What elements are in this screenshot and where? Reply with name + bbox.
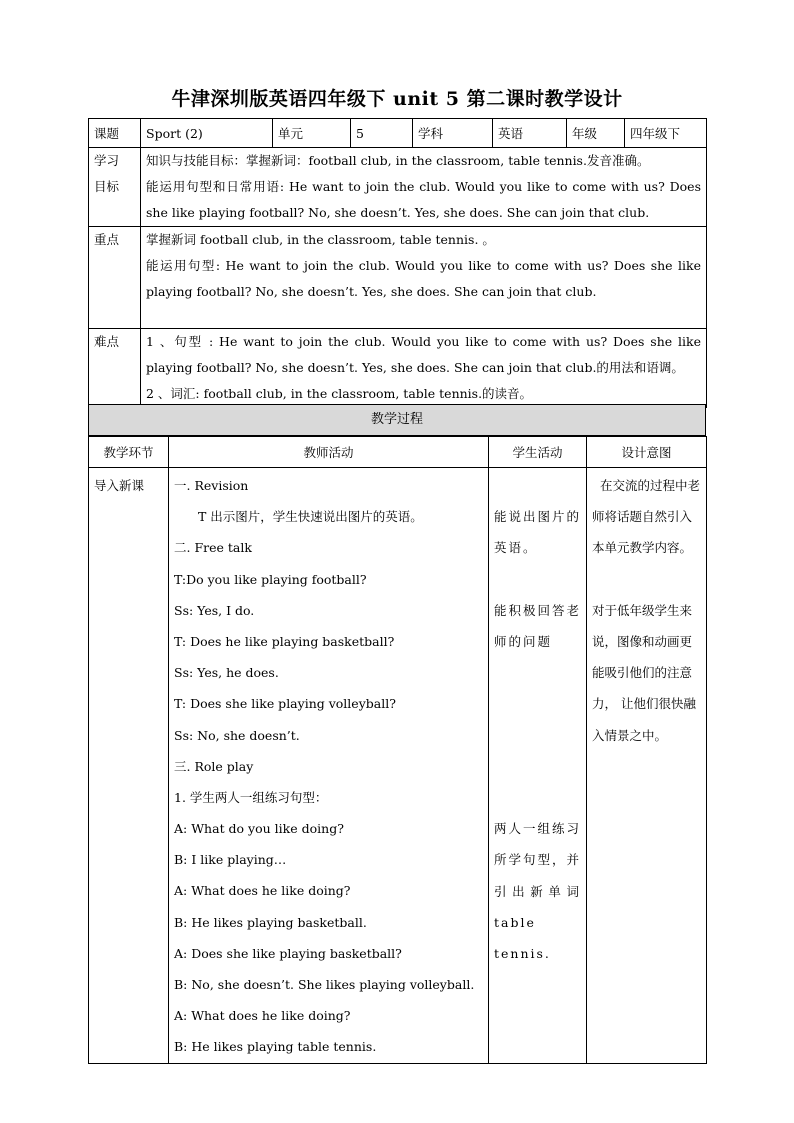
subject-value: 英语 <box>493 119 567 148</box>
teacher-line: B: I like playing… <box>174 852 287 868</box>
objectives-line-2: 能运用句型和日常用语: He want to join the club. Would you like to come with us? Does she like playing football? No, she doesn’t. Yes, she does. She can join that club. <box>146 179 701 220</box>
teacher-line: B: No, she doesn’t. She likes playing volleyball. <box>174 977 475 992</box>
teacher-line: Ss: No, she doesn’t. <box>174 727 300 743</box>
grade-value: 四年级下 <box>625 119 707 148</box>
objectives-label-line-2: 目标 <box>94 179 120 194</box>
objectives-row <box>89 148 707 227</box>
subject-label: 学科 <box>413 119 493 148</box>
stage-cell <box>89 468 169 1064</box>
teacher-line: 二. Free talk <box>174 540 252 556</box>
objectives-label <box>89 148 141 227</box>
key-points-line-1: 掌握新词 football club, in the classroom, table tennis. 。 <box>146 232 495 247</box>
grade-label: 年级 <box>567 119 625 148</box>
objectives-content <box>141 148 707 227</box>
topic-label: 课题 <box>89 119 141 148</box>
difficulties-line-1: 1 、句型 : He want to join the club. Would you like to come with us? Does she like playing football? No, she doesn’t. Yes, she does. She can join that club.的用法和语调。 <box>146 334 701 375</box>
teacher-activity-cell <box>169 468 489 1064</box>
teacher-line: 1. 学生两人一组练习句型： <box>174 789 328 805</box>
design-intent-2: 对于低年级学生来说，图像和动画更能吸引他们的注意力， 让他们很快融入情景之中。 <box>592 602 696 743</box>
stage-label: 导入新课 <box>94 478 145 493</box>
teacher-line: A: What does he like doing? <box>174 883 351 899</box>
process-heading: 教学过程 <box>88 404 706 436</box>
teacher-line: T: Does she like playing volleyball? <box>174 696 396 712</box>
teacher-line: T: Does he like playing basketball? <box>174 633 395 649</box>
student-activity-cell <box>489 468 587 1064</box>
process-table <box>88 436 707 1064</box>
teacher-line: B: He likes playing basketball. <box>174 914 367 930</box>
teacher-line: B: He likes playing table tennis. <box>174 1039 377 1055</box>
key-points-label: 重点 <box>89 227 141 329</box>
col-student-header: 学生活动 <box>489 437 587 468</box>
difficulties-line-2: 2 、词汇: football club, in the classroom, table tennis.的读音。 <box>146 386 533 401</box>
teacher-line: 一. Revision <box>174 478 249 493</box>
objectives-label-line-1: 学习 <box>94 153 120 168</box>
difficulties-label: 难点 <box>89 329 141 408</box>
teacher-line: T 出示图片，学生快速说出图片的英语。 <box>198 509 423 525</box>
teacher-line: Ss: Yes, I do. <box>174 602 255 618</box>
difficulties-content <box>141 329 707 408</box>
design-intent-1: 在交流的过程中老师将话题自然引入本单元教学内容。 <box>592 478 701 556</box>
process-row-intro <box>89 468 707 1064</box>
teacher-line: A: Does she like playing basketball? <box>174 945 402 961</box>
unit-label: 单元 <box>273 119 351 148</box>
topic-value: Sport (2) <box>141 119 273 148</box>
student-activity-1: 能说出图片的英语。 <box>494 509 582 556</box>
objectives-line-1: 知识与技能目标：掌握新词：football club, in the classroom, table tennis.发音准确。 <box>146 153 650 168</box>
key-points-row <box>89 227 707 329</box>
key-points-content <box>141 227 707 329</box>
teacher-line: A: What do you like doing? <box>174 821 344 837</box>
process-column-headers <box>89 437 707 468</box>
difficulties-row <box>89 329 707 408</box>
design-intent-cell <box>587 468 707 1064</box>
key-points-line-2: 能运用句型: He want to join the club. Would you like to come with us? Does she like playing football? No, she doesn’t. Yes, she does. She can join that club. <box>146 258 701 299</box>
teacher-line: A: What does he like doing? <box>174 1008 351 1024</box>
student-activity-2: 能积极回答老师的问题 <box>494 602 582 649</box>
unit-value: 5 <box>351 119 413 148</box>
document-title: 牛津深圳版英语四年级下 unit 5 第二课时教学设计 <box>171 88 623 110</box>
student-activity-3: 两人一组练习所学句型，并引出新单词 table tennis. <box>494 821 582 961</box>
teacher-line: T:Do you like playing football? <box>174 571 367 587</box>
teacher-line: 三. Role play <box>174 758 254 774</box>
col-design-header: 设计意图 <box>587 437 707 468</box>
lesson-info-table <box>88 118 707 408</box>
col-stage-header: 教学环节 <box>89 437 169 468</box>
col-teacher-header: 教师活动 <box>169 437 489 468</box>
header-row <box>89 119 707 148</box>
teacher-line: Ss: Yes, he does. <box>174 665 279 681</box>
